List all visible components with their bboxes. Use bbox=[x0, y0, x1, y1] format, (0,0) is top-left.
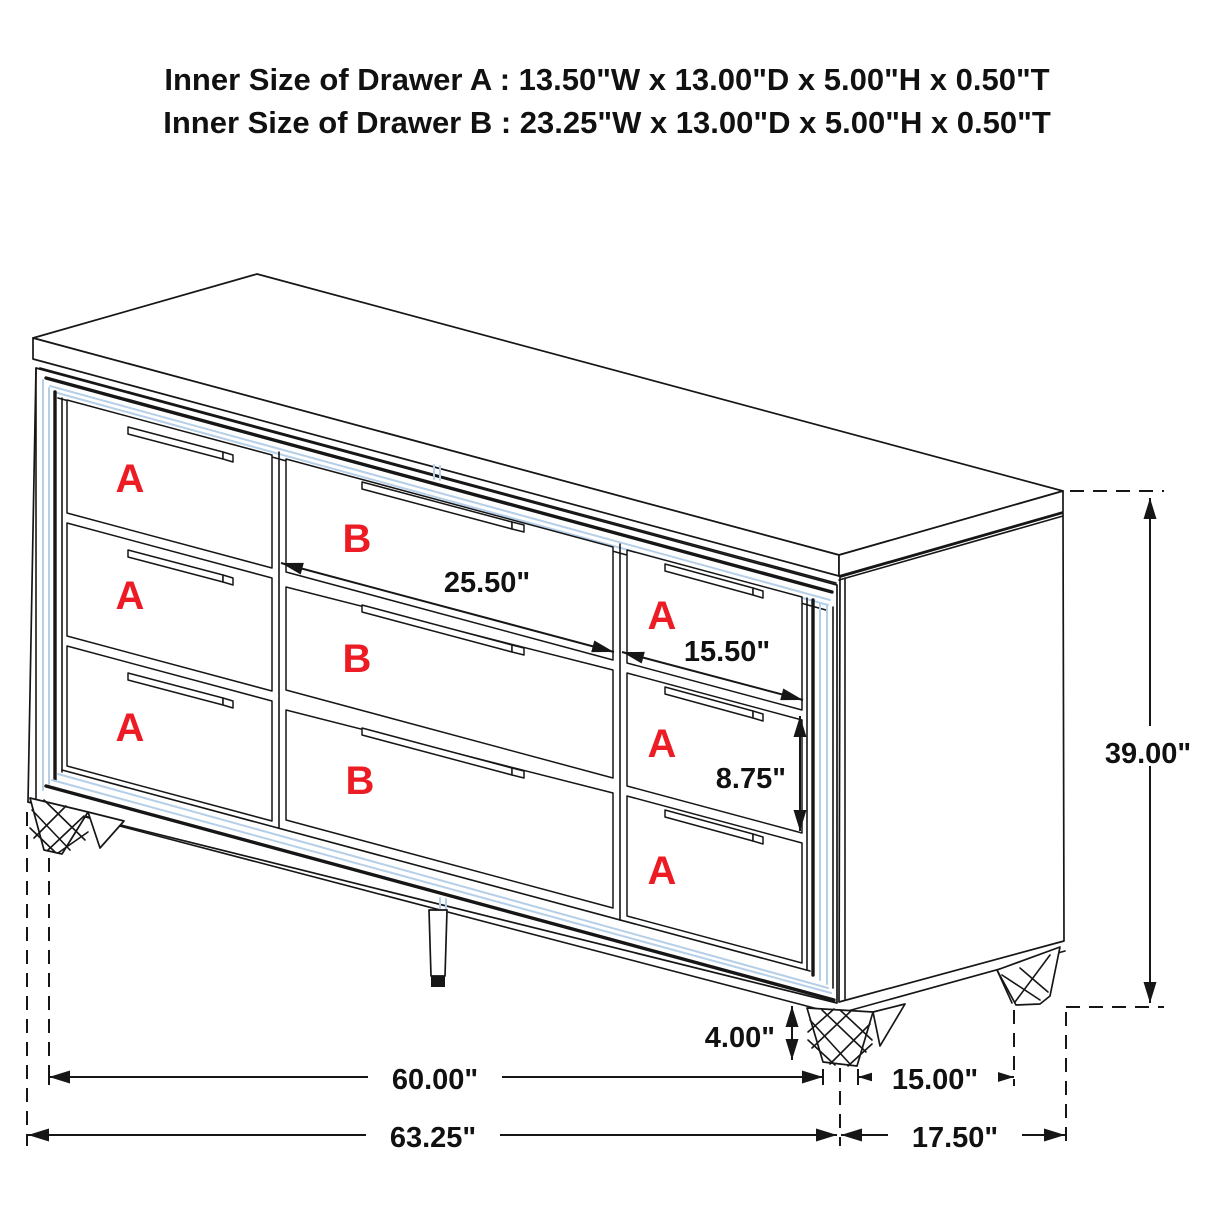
title-line-2: Inner Size of Drawer B : 23.25"W x 13.00"D x 5.00"H x 0.50"T bbox=[163, 105, 1051, 140]
title-line-1: Inner Size of Drawer A : 13.50"W x 13.00"D x 5.00"H x 0.50"T bbox=[164, 62, 1050, 97]
title-block bbox=[163, 62, 1051, 140]
leg-front-right-bracket bbox=[873, 1004, 905, 1046]
dim-overall-height-label: 39.00" bbox=[1104, 738, 1192, 770]
dim-overall-width-label: 63.25" bbox=[389, 1122, 477, 1154]
dim-width-between-feet-label: 60.00" bbox=[391, 1064, 479, 1096]
drawer-label-a-6: A bbox=[647, 849, 677, 893]
leg-center-support bbox=[429, 910, 447, 987]
drawer-label-b-1: B bbox=[342, 517, 372, 561]
drawer-label-a-5: A bbox=[647, 722, 677, 766]
leg-front-right bbox=[807, 1004, 905, 1066]
dim-leg-height-label: 4.00" bbox=[704, 1022, 775, 1054]
leg-center-foot bbox=[431, 976, 445, 987]
drawer-label-b-3: B bbox=[345, 759, 375, 803]
dim-overall-depth-label: 17.50" bbox=[911, 1122, 999, 1154]
drawer-label-a-3: A bbox=[115, 706, 145, 750]
drawer-label-a-2: A bbox=[115, 574, 145, 618]
dim-depth-between-feet-label: 15.00" bbox=[891, 1064, 979, 1096]
dim-leg-height bbox=[786, 1006, 799, 1060]
dim-drawer-a-width-label: 15.50" bbox=[683, 636, 771, 668]
right-side-panel bbox=[837, 513, 1065, 1014]
drawer-label-a-1: A bbox=[115, 457, 145, 501]
dim-drawer-front-height-label: 8.75" bbox=[715, 763, 786, 795]
dim-drawer-b-width-label: 25.50" bbox=[443, 567, 531, 599]
drawer-label-a-4: A bbox=[647, 594, 677, 638]
drawer-label-b-2: B bbox=[342, 637, 372, 681]
